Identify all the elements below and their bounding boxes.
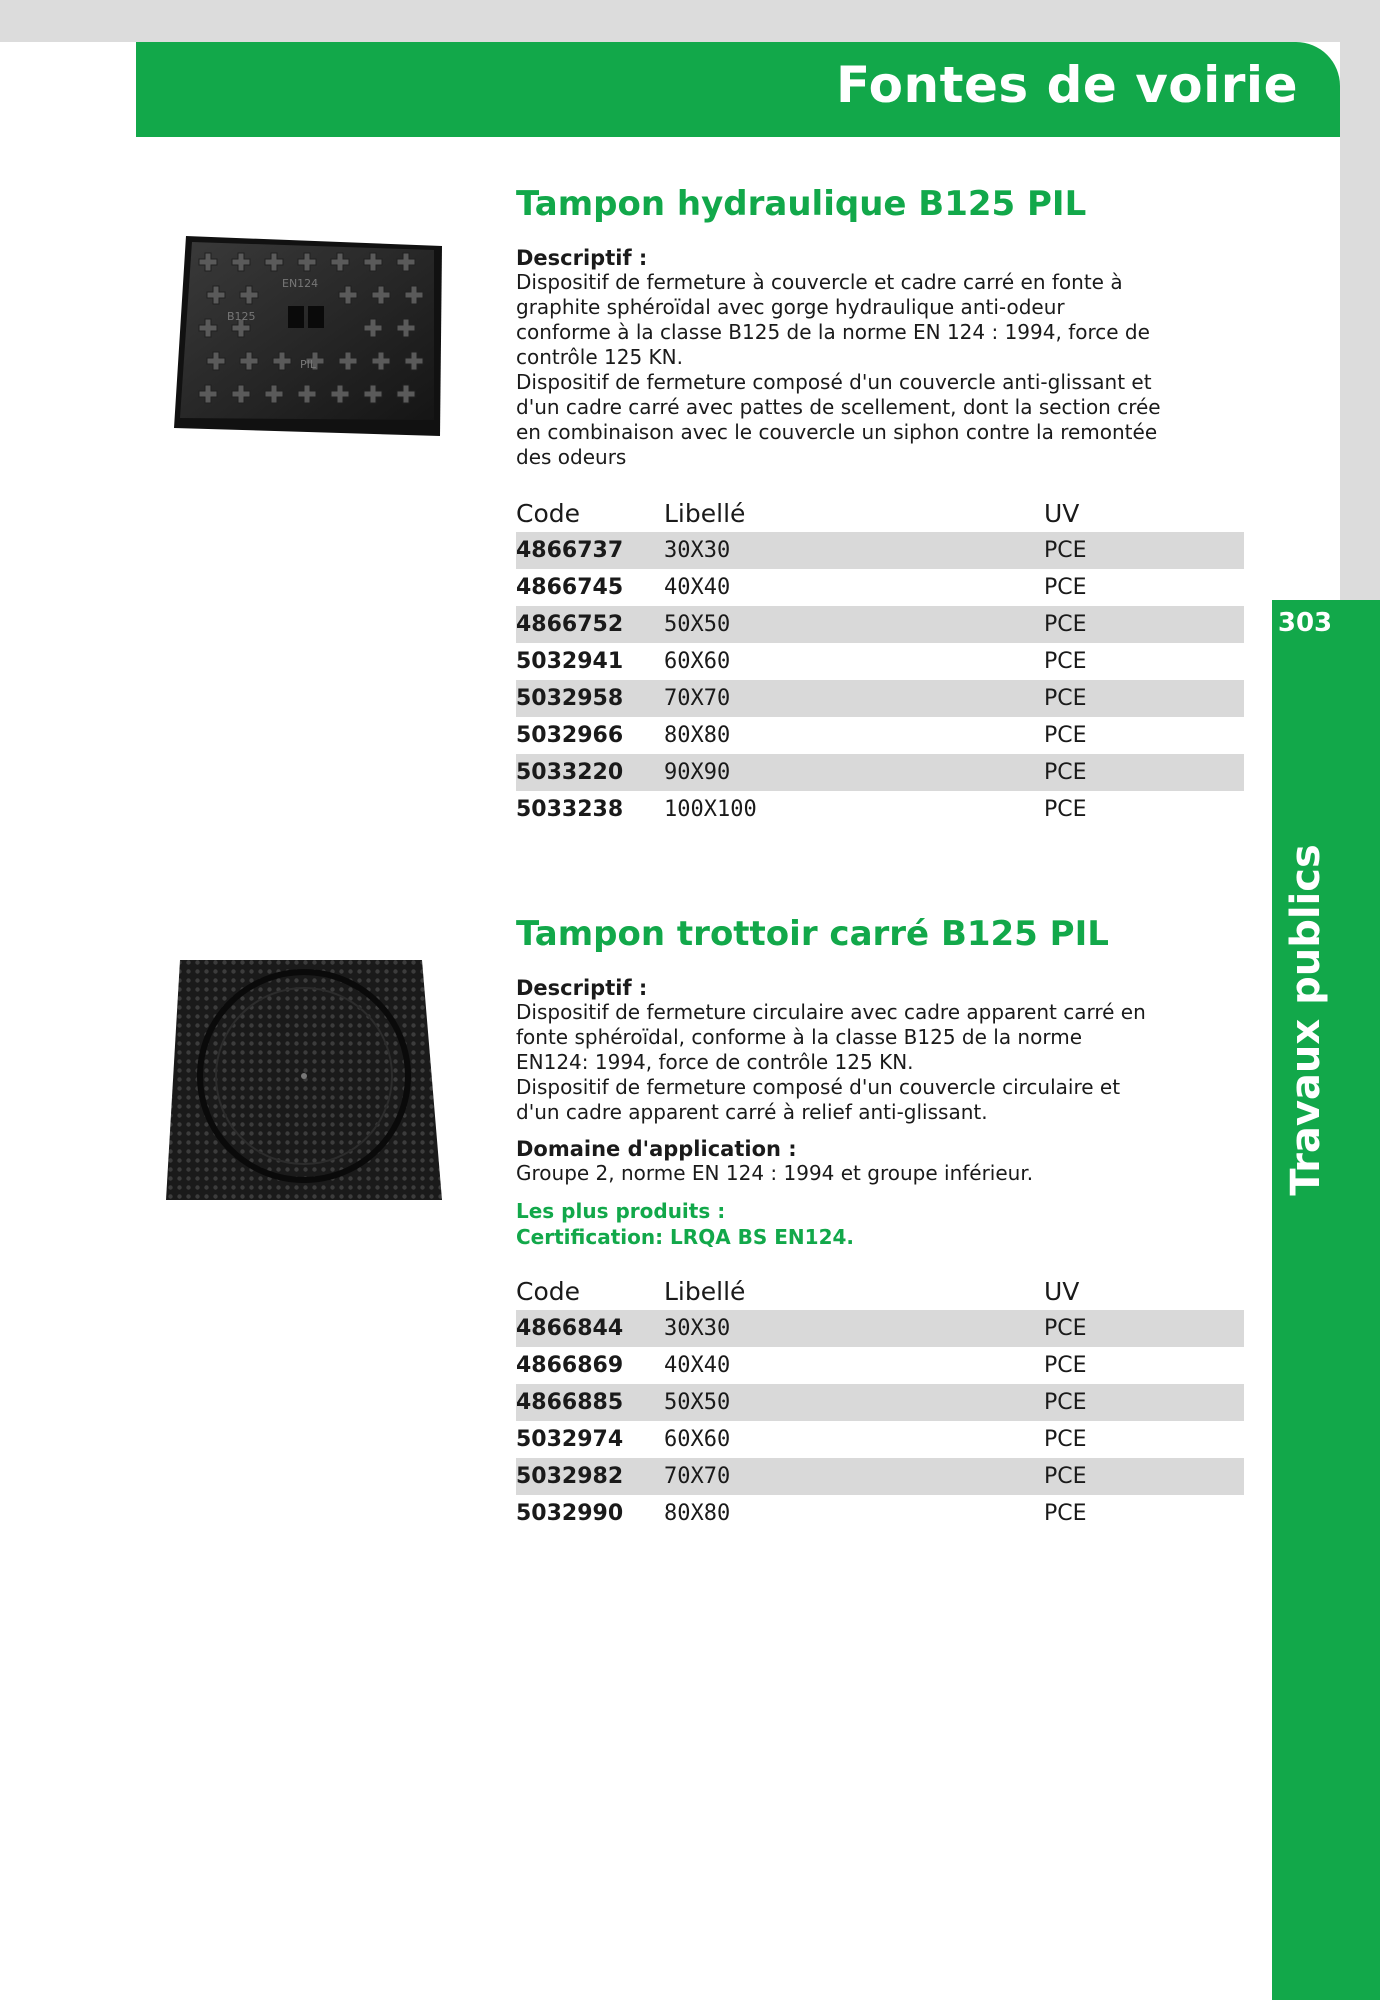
product-table	[516, 496, 1244, 828]
header-uv: UV	[1044, 1276, 1080, 1306]
description-text: Dispositif de fermeture à couvercle et cadre carré en fonte à graphite sphéroïdal avec gorge hydraulique anti-odeur conforme à la classe B125 de la norme EN 124 : 1994, force de contrôle 125 KN. Dispositif de fermeture composé d'un couvercle anti-glissant et d'un cadre carré avec pattes de scellement, dont la section crée en combinaison avec le couvercle un siphon contre la remontée des odeurs	[516, 270, 1161, 469]
table-row	[516, 1310, 1244, 1347]
plus-label: Les plus produits :	[516, 1199, 726, 1223]
product-uv: PCE	[1044, 1310, 1244, 1347]
product-code: 4866752	[516, 606, 664, 643]
product-libelle: 30X30	[664, 532, 1044, 569]
table-header-row	[516, 496, 1244, 532]
table-row	[516, 606, 1244, 643]
header-code: Code	[516, 498, 581, 528]
top-margin	[0, 0, 1380, 42]
product-libelle: 30X30	[664, 1310, 1044, 1347]
product-uv: PCE	[1044, 754, 1244, 791]
product-uv: PCE	[1044, 1501, 1087, 1526]
product-uv: PCE	[1044, 606, 1244, 643]
product-code: 5033238	[516, 797, 624, 822]
domain-label: Domaine d'application :	[516, 1137, 797, 1161]
product-libelle: 70X70	[664, 680, 1044, 717]
product-code: 5032990	[516, 1501, 624, 1526]
table-row	[516, 1384, 1244, 1421]
table-row	[516, 754, 1244, 791]
section-tab	[1272, 600, 1380, 2000]
product-code: 5033220	[516, 754, 664, 791]
table-row	[516, 791, 1244, 828]
product-code: 4866745	[516, 575, 624, 600]
product-code: 4866737	[516, 532, 664, 569]
product-libelle: 40X40	[664, 1353, 731, 1378]
product-libelle: 50X50	[664, 606, 1044, 643]
product-image-sidewalk-cover	[166, 958, 442, 1202]
product-libelle: 60X60	[664, 1427, 731, 1452]
header-uv: UV	[1044, 498, 1080, 528]
page-title: Fontes de voirie	[836, 56, 1298, 114]
header-code: Code	[516, 1276, 581, 1306]
product-title: Tampon trottoir carré B125 PIL	[516, 914, 1109, 954]
product-libelle: 80X80	[664, 1501, 731, 1526]
product-code: 4866869	[516, 1353, 624, 1378]
header-band	[136, 42, 1340, 137]
table-row	[516, 532, 1244, 569]
right-margin	[1340, 0, 1380, 600]
product-libelle: 60X60	[664, 649, 731, 674]
product-uv: PCE	[1044, 532, 1244, 569]
table-row	[516, 643, 1244, 680]
product-libelle: 50X50	[664, 1384, 1044, 1421]
product-uv: PCE	[1044, 680, 1244, 717]
product-code: 5032982	[516, 1458, 664, 1495]
product-libelle: 90X90	[664, 754, 1044, 791]
description-text: Dispositif de fermeture circulaire avec cadre apparent carré en fonte sphéroïdal, conforme à la classe B125 de la norme EN124: 1994, force de contrôle 125 KN. Dispositif de fermeture composé d'un couvercle circulaire et d'un cadre apparent carré à relief anti-glissant.	[516, 1000, 1146, 1124]
product-table	[516, 1274, 1244, 1532]
page-number: 303	[1277, 608, 1333, 638]
product-code: 5032941	[516, 649, 624, 674]
product-uv: PCE	[1044, 575, 1087, 600]
product-libelle: 100X100	[664, 797, 757, 822]
table-row	[516, 1347, 1244, 1384]
description-label: Descriptif :	[516, 976, 648, 1000]
product-code: 5032974	[516, 1427, 624, 1452]
product-uv: PCE	[1044, 1384, 1244, 1421]
header-libelle: Libellé	[664, 498, 746, 528]
product-code: 4866885	[516, 1384, 664, 1421]
product-uv: PCE	[1044, 649, 1087, 674]
product-uv: PCE	[1044, 723, 1087, 748]
table-row	[516, 717, 1244, 754]
cover-marking-b125: B125	[227, 310, 256, 323]
product-sidewalk	[516, 914, 1244, 1532]
header-libelle: Libellé	[664, 1276, 746, 1306]
product-code: 4866844	[516, 1310, 664, 1347]
product-uv: PCE	[1044, 1353, 1087, 1378]
product-title: Tampon hydraulique B125 PIL	[516, 184, 1087, 224]
product-hydraulic	[516, 184, 1244, 828]
product-libelle: 70X70	[664, 1458, 1044, 1495]
table-row	[516, 1495, 1244, 1532]
product-code: 5032958	[516, 680, 664, 717]
product-libelle: 80X80	[664, 723, 731, 748]
product-uv: PCE	[1044, 1427, 1087, 1452]
table-row	[516, 1458, 1244, 1495]
section-label: Travaux publics	[1283, 844, 1329, 1196]
table-row	[516, 680, 1244, 717]
table-header-row	[516, 1274, 1244, 1310]
description-label: Descriptif :	[516, 246, 648, 270]
product-image-hydraulic-cover	[172, 232, 446, 438]
product-code: 5032966	[516, 723, 624, 748]
product-uv: PCE	[1044, 1458, 1244, 1495]
cover-marking-pil: PIL	[300, 358, 317, 371]
domain-text: Groupe 2, norme EN 124 : 1994 et groupe inférieur.	[516, 1161, 1034, 1185]
table-row	[516, 569, 1244, 606]
table-row	[516, 1421, 1244, 1458]
product-libelle: 40X40	[664, 575, 731, 600]
product-uv: PCE	[1044, 797, 1087, 822]
plus-text: Certification: LRQA BS EN124.	[516, 1225, 854, 1249]
cover-marking-en124: EN124	[282, 277, 319, 290]
